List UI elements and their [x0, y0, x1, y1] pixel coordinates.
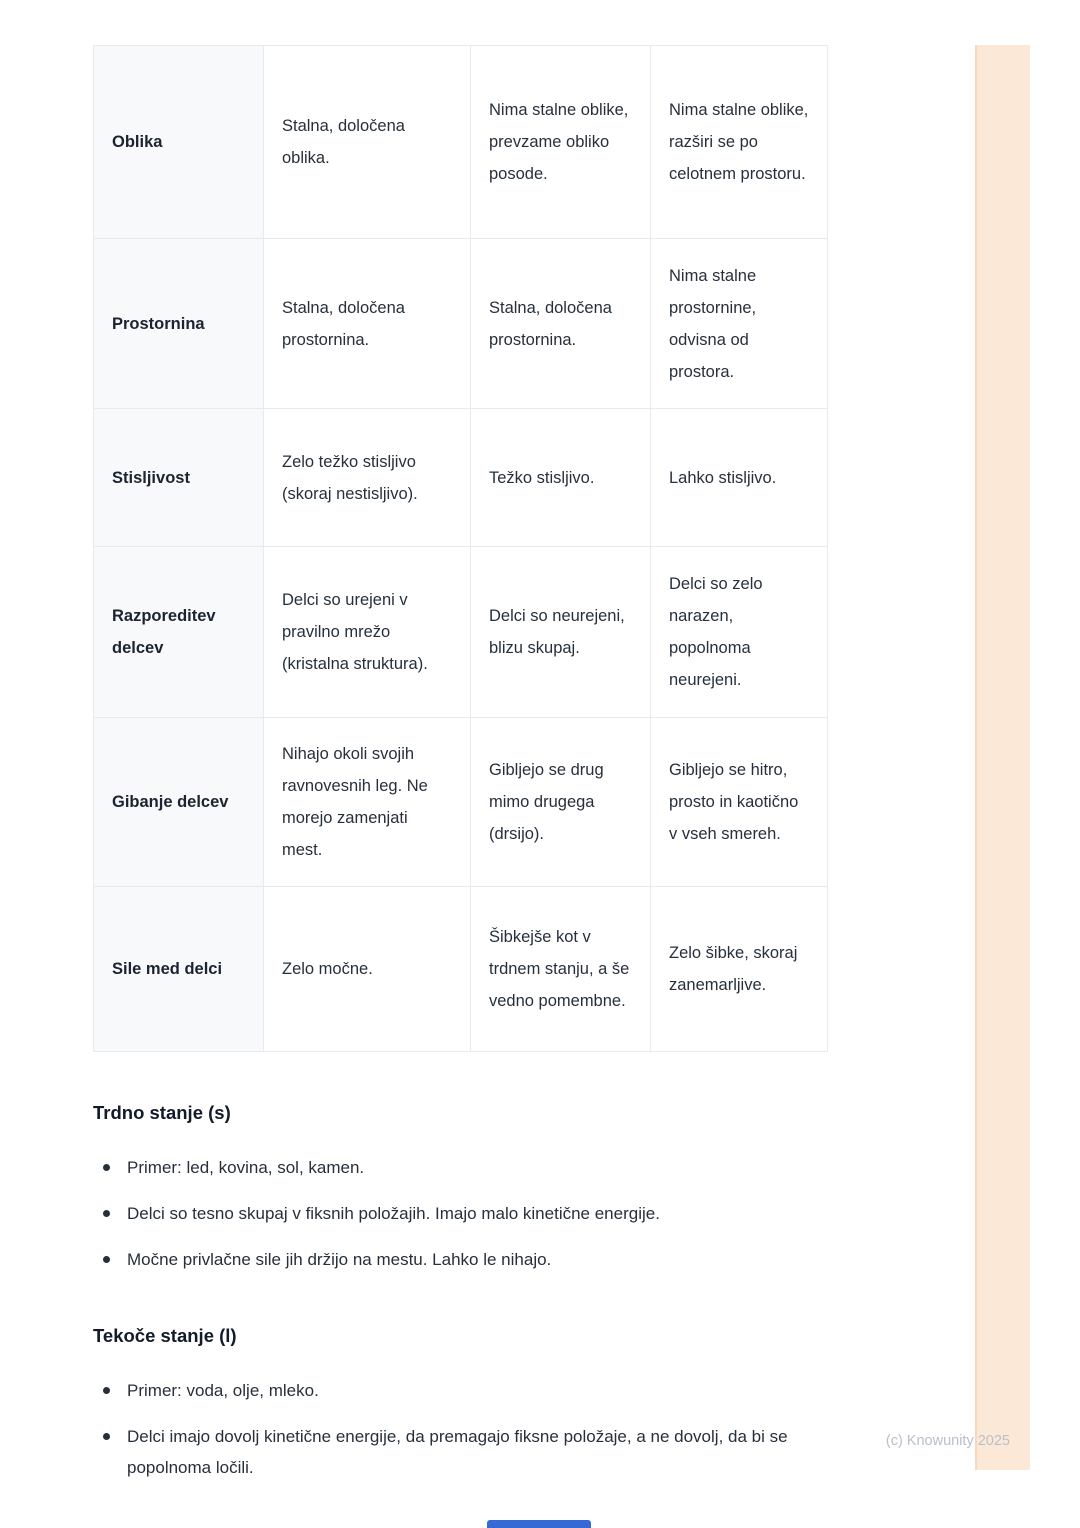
- list-item: [103, 1198, 827, 1229]
- table-cell: Stalna, določena prostornina.: [264, 239, 471, 409]
- table-cell: Delci so urejeni v pravilno mrežo (kristalna struktura).: [264, 547, 471, 718]
- bullet-list-liquid: [93, 1375, 827, 1483]
- table-cell: Zelo močne.: [264, 887, 471, 1052]
- list-item: [103, 1152, 827, 1183]
- table-row: [94, 718, 828, 887]
- row-header: Prostornina: [94, 239, 264, 409]
- table-cell: Lahko stisljivo.: [651, 409, 828, 547]
- table-cell: Delci so zelo narazen, popolnoma neurejeni.: [651, 547, 828, 718]
- list-item-text: Primer: voda, olje, mleko.: [127, 1381, 319, 1400]
- list-item: [103, 1244, 827, 1275]
- row-header: Sile med delci: [94, 887, 264, 1052]
- section-heading-solid-state: Trdno stanje (s): [93, 1102, 231, 1123]
- table-cell: Zelo šibke, skoraj zanemarljive.: [651, 887, 828, 1052]
- table-cell: Zelo težko stisljivo (skoraj nestisljivo).: [264, 409, 471, 547]
- table-cell: Nihajo okoli svojih ravnovesnih leg. Ne morejo zamenjati mest.: [264, 718, 471, 887]
- table-row: [94, 46, 828, 239]
- table-cell: Stalna, določena prostornina.: [471, 239, 651, 409]
- document-content: [93, 45, 827, 1498]
- list-item-text: Primer: led, kovina, sol, kamen.: [127, 1158, 365, 1177]
- table-row: [94, 409, 828, 547]
- bullet-list-solid: [93, 1152, 827, 1275]
- table-row: [94, 547, 828, 718]
- row-header: Gibanje delcev: [94, 718, 264, 887]
- right-accent-bar: [975, 45, 1030, 1470]
- table-cell: Nima stalne oblike, razširi se po celotnem prostoru.: [651, 46, 828, 239]
- list-item: [103, 1375, 827, 1406]
- row-header: Razporeditev delcev: [94, 547, 264, 718]
- table-cell: Gibljejo se hitro, prosto in kaotično v vseh smereh.: [651, 718, 828, 887]
- list-item: [103, 1421, 827, 1483]
- bullet-icon: [103, 1256, 110, 1263]
- bullet-icon: [103, 1210, 110, 1217]
- section-heading-liquid-state: Tekoče stanje (l): [93, 1325, 237, 1346]
- list-item-text: Močne privlačne sile jih držijo na mestu. Lahko le nihajo.: [127, 1250, 552, 1269]
- knowunity-watermark: (c) Knowunity 2025: [885, 1433, 1010, 1449]
- bullet-icon: [103, 1433, 110, 1440]
- table-cell: Stalna, določena oblika.: [264, 46, 471, 239]
- table-cell: Delci so neurejeni, blizu skupaj.: [471, 547, 651, 718]
- table-row: [94, 887, 828, 1052]
- bullet-icon: [103, 1164, 110, 1171]
- table-cell: Nima stalne prostornine, odvisna od prostora.: [651, 239, 828, 409]
- list-item-text: Delci so tesno skupaj v fiksnih položajih. Imajo malo kinetične energije.: [127, 1204, 660, 1223]
- states-of-matter-table: [93, 45, 828, 1052]
- row-header: Oblika: [94, 46, 264, 239]
- table-row: [94, 239, 828, 409]
- table-cell: Gibljejo se drug mimo drugega (drsijo).: [471, 718, 651, 887]
- row-header: Stisljivost: [94, 409, 264, 547]
- bullet-icon: [103, 1387, 110, 1394]
- table-cell: Nima stalne oblike, prevzame obliko posode.: [471, 46, 651, 239]
- bottom-blue-strip: [487, 1520, 591, 1528]
- table-cell: Šibkejše kot v trdnem stanju, a še vedno pomembne.: [471, 887, 651, 1052]
- list-item-text: Delci imajo dovolj kinetične energije, da premagajo fiksne položaje, a ne dovolj, da bi se popolnoma ločili.: [127, 1427, 788, 1477]
- table-cell: Težko stisljivo.: [471, 409, 651, 547]
